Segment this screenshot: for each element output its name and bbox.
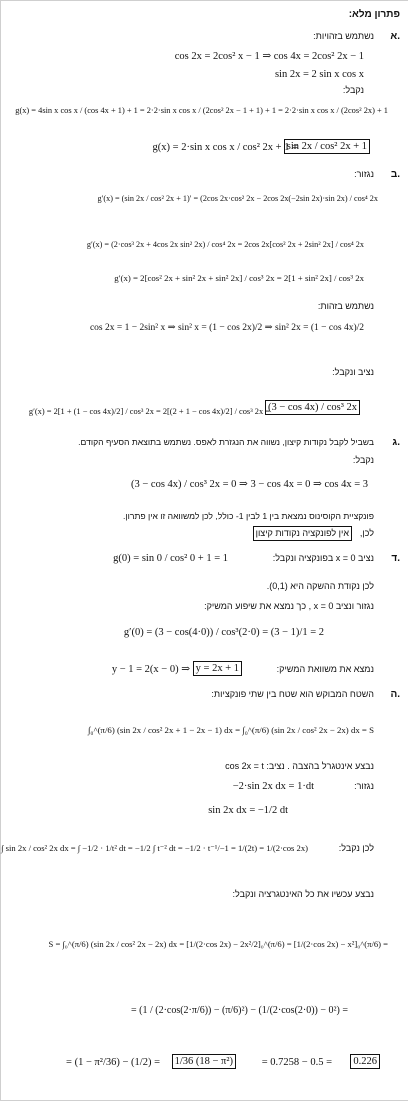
formula-b4: cos 2x = 1 − 2sin² x ⇒ sin² x = (1 − cos 2x)/2 ⇒ sin² 2x = (1 − cos 4x)/2: [89, 323, 364, 333]
formula-e7-left: = (1 − π²/36) − (1/2) =: [66, 1057, 160, 1068]
formula-e7-boxed-exact: 1/36 (18 − π²): [172, 1054, 236, 1069]
section-e-text4: לכן נקבל:: [338, 843, 374, 853]
formula-b5-left: g′(x) = 2[1 + (1 − cos 4x)/2] / cos³ 2x = 2[(2 + 1 − cos 4x)/2] / cos³ 2x =: [28, 407, 270, 416]
section-d-text4: נמצא את משוואת המשיק:: [276, 664, 374, 674]
formula-e3: sin 2x dx = −1/2 dt: [208, 805, 288, 816]
section-c-conclusion-box: אין לפונקציה נקודות קיצון: [253, 526, 352, 541]
formula-d2: g′(0) = (3 − cos(4·0)) / cos³(2·0) = (3 − 1)/1 = 2: [123, 627, 324, 638]
section-b-intro: נגזור:: [354, 169, 374, 179]
formula-a2: sin 2x = 2 sin x cos x: [274, 69, 364, 80]
formula-e5: S = ∫₀^(π/6) (sin 2x / cos² 2x − 2x) dx = [1/(2·cos 2x) − 2x²/2]₀^(π/6) = [1/(2·cos 2x) − x²]₀^(π/6) =: [48, 939, 388, 949]
formula-b3: g′(x) = 2[cos² 2x + sin² 2x + sin² 2x] / cos³ 2x = 2[1 + sin² 2x] / cos³ 2x: [114, 273, 364, 283]
formula-e7-mid: = 0.7258 − 0.5 =: [261, 1057, 332, 1068]
section-c-text2: פונקציית הקוסינוס נמצאת בין 1 לבין 1- כולל, לכן למשוואה זו אין פתרון.: [123, 511, 374, 521]
formula-e2: −2·sin 2x dx = 1·dt: [232, 781, 314, 792]
formula-d1: g(0) = sin 0 / cos² 0 + 1 = 1: [113, 553, 228, 564]
formula-b1: g′(x) = (sin 2x / cos² 2x + 1)′ = (2cos 2x·cos² 2x − 2cos 2x(−2sin 2x)·sin 2x) / cos⁴ 2x: [97, 194, 378, 203]
formula-b5-boxed-result: (3 − cos 4x) / cos³ 2x: [265, 400, 360, 415]
section-d-text1: נציב x = 0 בפונקציה ונקבל:: [272, 553, 374, 563]
section-e-text3: נגזור:: [354, 781, 374, 791]
formula-a4-left: g(x) = 2·sin x cos x / cos² 2x + 1 =: [152, 142, 298, 153]
section-c-conclusion-prefix: לכן,: [359, 528, 374, 538]
formula-e4: ∫ sin 2x / cos² 2x dx = ∫ −1/2 · 1/t² dt = −1/2 ∫ t⁻² dt = −1/2 · t⁻¹/−1 = 1/(2t) = 1/(2·cos 2x): [1, 843, 308, 853]
formula-a3: g(x) = 4sin x cos x / (cos 4x + 1) + 1 = 2·2·sin x cos x / (2cos² 2x − 1 + 1) + 1 = 2·2·sin x cos x / (2cos² 2x) + 1: [15, 106, 388, 115]
section-a-receive: נקבל:: [342, 85, 364, 95]
section-a-intro: נשתמש בזהויות:: [313, 31, 374, 41]
formula-a4-boxed-result: sin 2x / cos² 2x + 1: [284, 139, 370, 154]
section-c-text1: בשביל לקבל נקודות קיצון, נשווה את הנגזרת לאפס. נשתמש בתוצאת הסעיף הקודם.: [78, 437, 374, 447]
formula-d3-left: y − 1 = 2(x − 0) ⇒: [111, 664, 190, 675]
section-e-text5: נבצע עכשיו את כל האינטגרציה ונקבל:: [232, 889, 374, 899]
page-title: פתרון מלא:: [348, 9, 400, 20]
section-b-substitute: נציב ונקבל:: [332, 367, 374, 377]
section-b-label: ב.: [390, 169, 400, 180]
section-c-receive: נקבל:: [352, 455, 374, 465]
formula-c1: (3 − cos 4x) / cos³ 2x = 0 ⇒ 3 − cos 4x = 0 ⇒ cos 4x = 3: [131, 479, 368, 490]
section-e-text1: השטח המבוקש הוא שטח בין שתי פונקציות:: [211, 689, 374, 699]
section-b-use-identity: נשתמש בזהות:: [317, 301, 374, 311]
section-d-text2: לכן נקודת ההשקה היא (0,1).: [266, 581, 374, 591]
formula-b2: g′(x) = (2·cos³ 2x + 4cos 2x sin² 2x) / cos⁴ 2x = 2cos 2x[cos² 2x + 2sin² 2x] / cos⁴ 2x: [86, 240, 364, 249]
formula-e7-boxed-final: 0.226: [350, 1054, 380, 1069]
formula-d3-boxed-result: y = 2x + 1: [193, 661, 242, 676]
formula-a1: cos 2x = 2cos² x − 1 ⇒ cos 4x = 2cos² 2x − 1: [174, 51, 364, 62]
section-d-label: ד.: [391, 553, 400, 564]
section-a-label: א.: [390, 31, 400, 42]
formula-e1: ∫₀^(π/6) (sin 2x / cos² 2x + 1 − 2x − 1) dx = ∫₀^(π/6) (sin 2x / cos² 2x − 2x) dx = S: [88, 725, 374, 735]
section-c-label: ג.: [392, 437, 400, 448]
section-d-text3: נגזור ונציב x = 0 , כך נמצא את שיפוע המשיק:: [204, 601, 374, 611]
section-e-text2: נבצע אינטגרל בהצבה . נציב: cos 2x = t: [225, 761, 374, 771]
formula-e6: = (1 / (2·cos(2·π/6)) − (π/6)²) − (1/(2·cos(2·0)) − 0²) =: [130, 1005, 348, 1016]
section-e-label: ה.: [390, 689, 400, 700]
